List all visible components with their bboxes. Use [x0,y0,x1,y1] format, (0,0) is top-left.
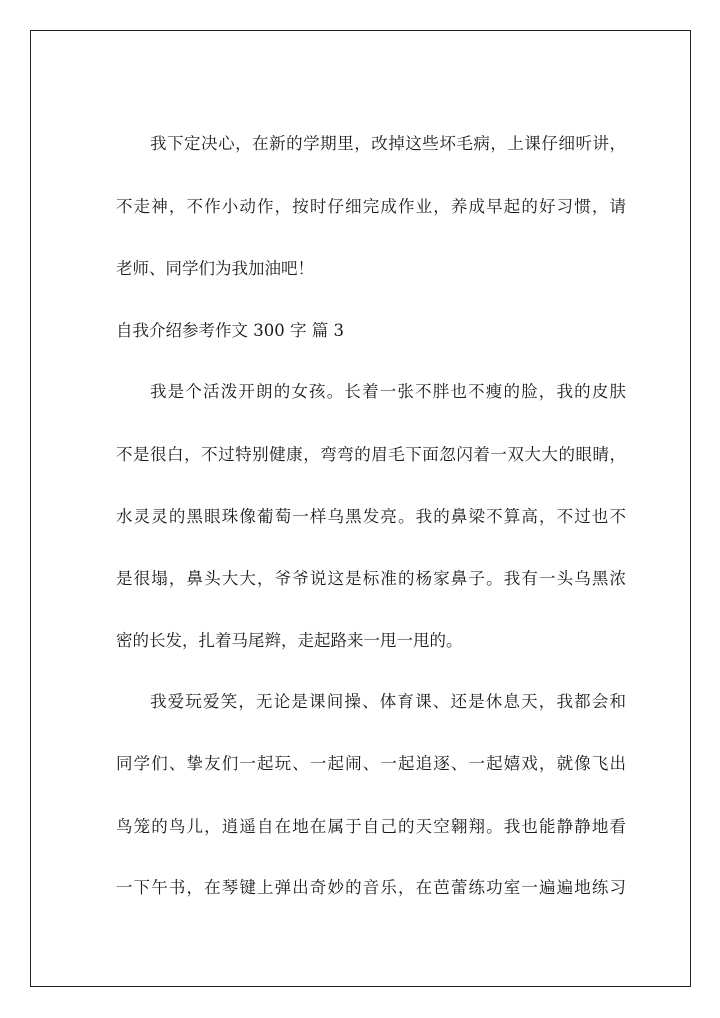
paragraph-line: 一下午书，在琴键上弹出奇妙的音乐，在芭蕾练功室一遍遍地练习 [116,878,626,897]
paragraph-line: 是很塌，鼻头大大，爷爷说这是标准的杨家鼻子。我有一头乌黑浓 [116,569,626,588]
paragraph-line: 我爱玩爱笑，无论是课间操、体育课、还是休息天，我都会和 [150,692,626,711]
paragraph-line: 水灵灵的黑眼珠像葡萄一样乌黑发亮。我的鼻梁不算高，不过也不 [116,507,626,526]
paragraph-line: 不走神，不作小动作，按时仔细完成作业，养成早起的好习惯，请 [116,197,626,216]
paragraph-line: 鸟笼的鸟儿，逍遥自在地在属于自己的天空翱翔。我也能静静地看 [116,817,626,836]
paragraph-line: 我下定决心，在新的学期里，改掉这些坏毛病，上课仔细听讲， [150,134,626,153]
paragraph-line: 不是很白，不过特别健康，弯弯的眉毛下面忽闪着一双大大的眼睛， [116,445,626,464]
paragraph-line: 密的长发，扎着马尾辫，走起路来一甩一甩的。 [116,631,463,650]
section-heading: 自我介绍参考作文 300 字 篇 3 [116,321,344,340]
paragraph-line: 同学们、挚友们一起玩、一起闹、一起追逐、一起嬉戏，就像飞出 [116,754,626,773]
paragraph-line: 我是个活泼开朗的女孩。长着一张不胖也不瘦的脸，我的皮肤 [150,382,626,401]
paragraph-line: 老师、同学们为我加油吧！ [116,259,314,278]
